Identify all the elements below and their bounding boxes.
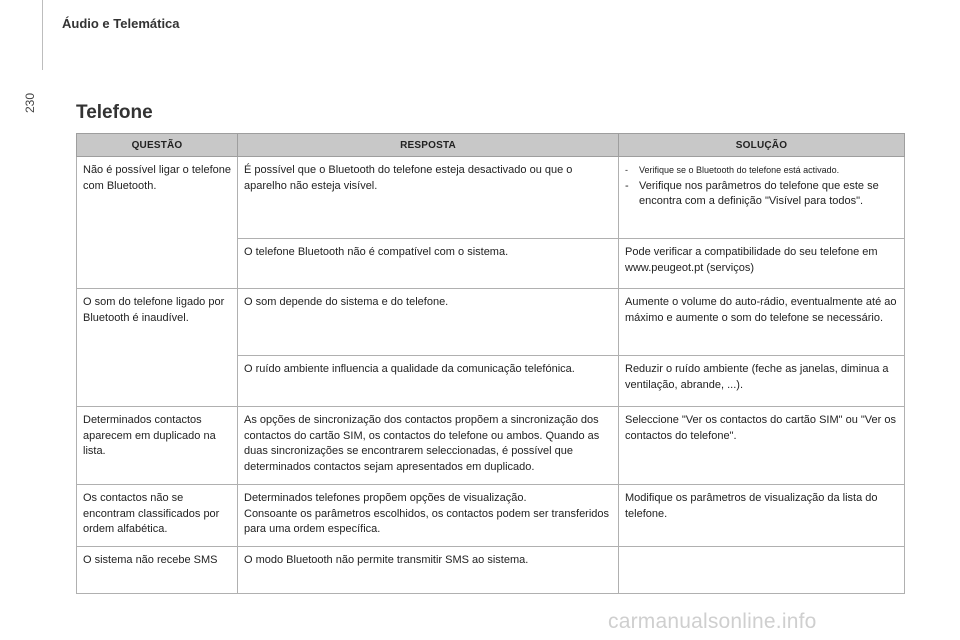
response-cell: O ruído ambiente influencia a qualidade da comunicação telefónica. [238, 356, 619, 407]
page-number-container [22, 86, 38, 126]
solution-cell: Reduzir o ruído ambiente (feche as janelas, diminua a ventilação, abrande, ...). [619, 356, 905, 407]
column-header-solution: SOLUÇÃO [619, 134, 905, 157]
response-cell: O som depende do sistema e do telefone. [238, 289, 619, 356]
table-row [77, 289, 905, 356]
response-line: Determinados telefones propõem opções de visualização. [244, 492, 527, 504]
header-rule [42, 0, 43, 70]
question-cell: Não é possível ligar o telefone com Bluetooth. [77, 157, 238, 289]
solution-cell: Seleccione "Ver os contactos do cartão SIM" ou "Ver os contactos do telefone". [619, 407, 905, 485]
page-number: 230 [23, 92, 37, 113]
response-cell: É possível que o Bluetooth do telefone esteja desactivado ou que o aparelho não esteja visível. [238, 157, 619, 239]
faq-table [76, 133, 905, 594]
solution-list [625, 163, 898, 210]
table-row [77, 407, 905, 485]
table-row [77, 547, 905, 594]
solution-cell [619, 157, 905, 239]
solution-cell: Aumente o volume do auto-rádio, eventualmente até ao máximo e aumente o som do telefone se necessário. [619, 289, 905, 356]
response-cell: O modo Bluetooth não permite transmitir SMS ao sistema. [238, 547, 619, 594]
response-cell [238, 485, 619, 547]
question-cell: Determinados contactos aparecem em duplicado na lista. [77, 407, 238, 485]
response-cell: As opções de sincronização dos contactos propõem a sincronização dos contactos do cartão SIM, os contactos do telefone ou ambos. Quando as duas sincronizações se encontrarem seleccionadas, é possível que determinados contactos sejam apresentados em duplicado. [238, 407, 619, 485]
question-cell: O som do telefone ligado por Bluetooth é inaudível. [77, 289, 238, 407]
solution-cell: Modifique os parâmetros de visualização da lista do telefone. [619, 485, 905, 547]
response-line: Consoante os parâmetros escolhidos, os contactos podem ser transferidos para uma ordem específica. [244, 507, 610, 535]
question-cell: Os contactos não se encontram classificados por ordem alfabética. [77, 485, 238, 547]
table-row [77, 157, 905, 239]
solution-cell: Pode verificar a compatibilidade do seu telefone em www.peugeot.pt (serviços) [619, 239, 905, 289]
list-item: - Verifique nos parâmetros do telefone que este se encontra com a definição "Visível para todos". [625, 179, 898, 210]
table-header-row [77, 134, 905, 157]
section-header: Áudio e Telemática [62, 16, 180, 31]
list-item: - Verifique se o Bluetooth do telefone está activado. [625, 163, 898, 179]
response-cell: O telefone Bluetooth não é compatível com o sistema. [238, 239, 619, 289]
question-cell: O sistema não recebe SMS [77, 547, 238, 594]
column-header-question: QUESTÃO [77, 134, 238, 157]
table-row [77, 485, 905, 547]
solution-cell [619, 547, 905, 594]
column-header-response: RESPOSTA [238, 134, 619, 157]
page-title: Telefone [76, 102, 153, 123]
watermark: carmanualsonline.info [608, 610, 817, 633]
